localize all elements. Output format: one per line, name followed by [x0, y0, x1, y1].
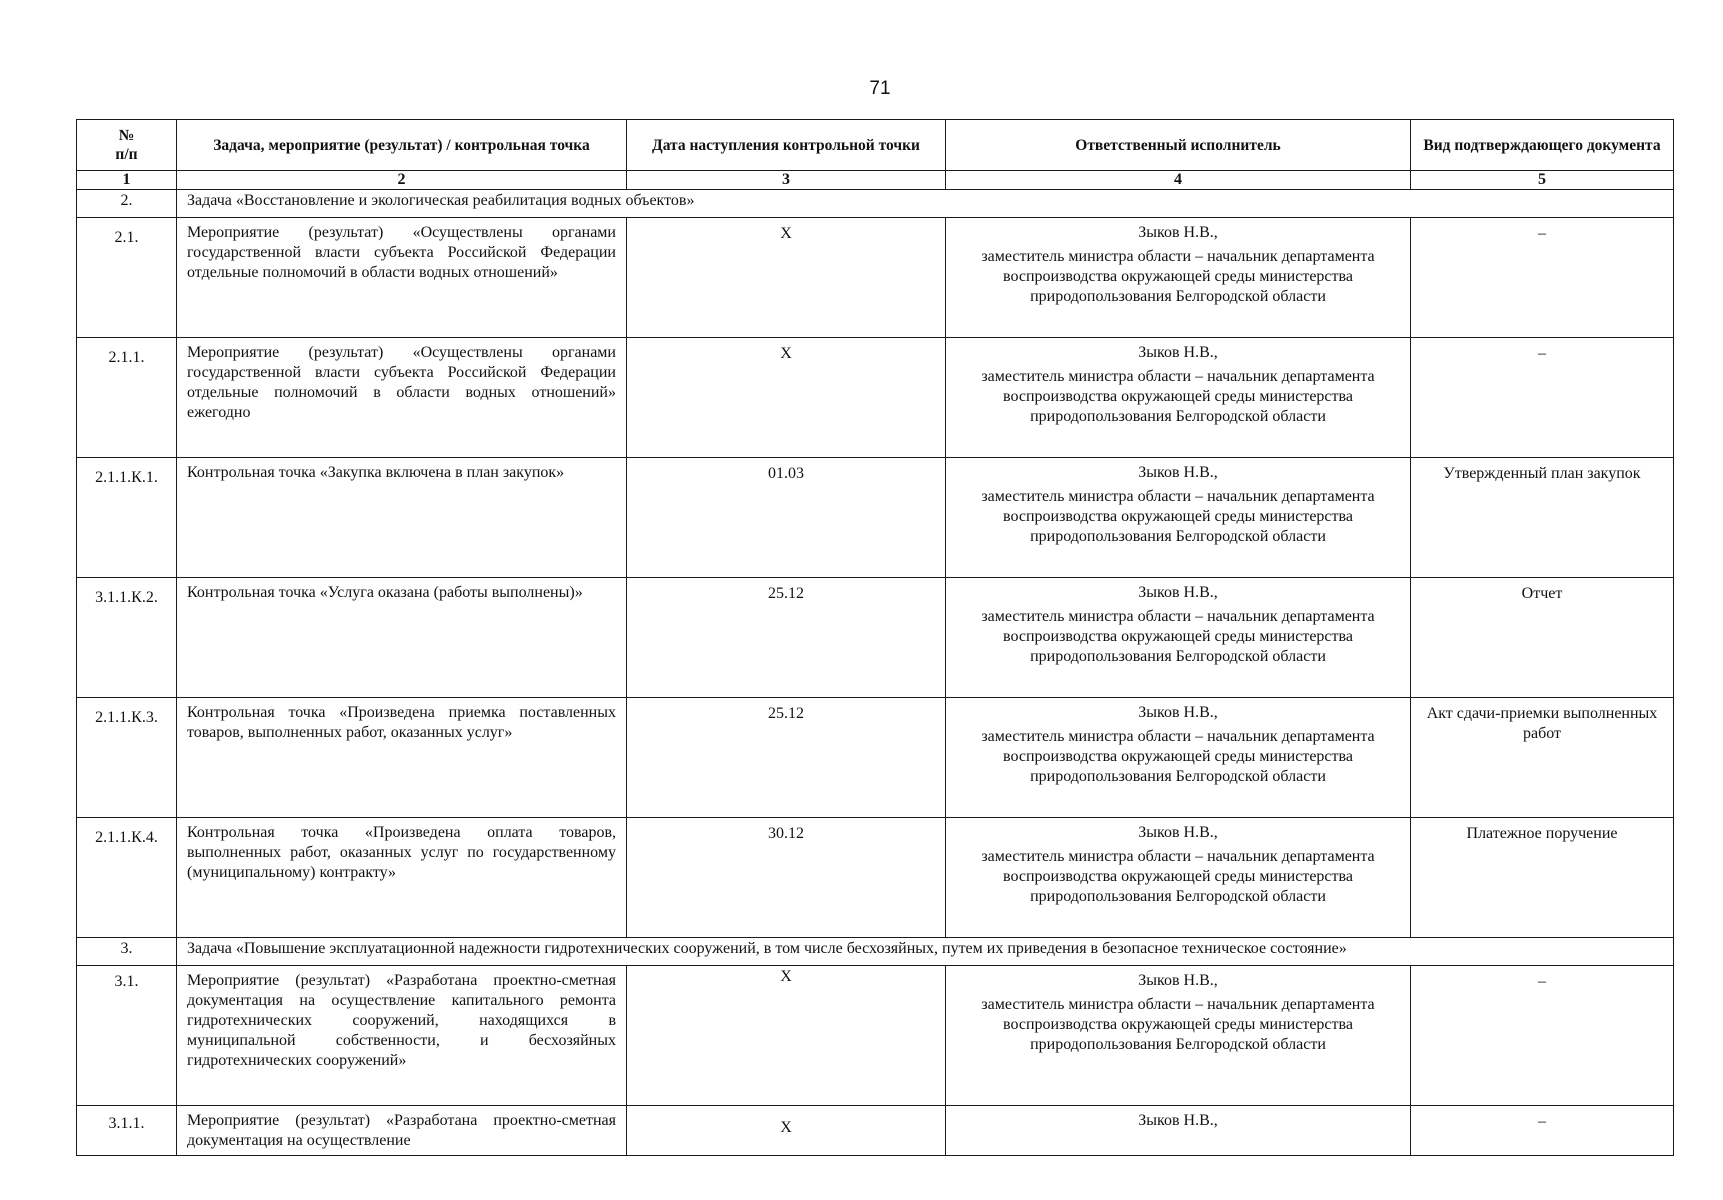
row-date: Х [627, 1106, 946, 1156]
responsible-name: Зыков Н.В., [1138, 464, 1218, 481]
row-number: 2.1. [77, 218, 177, 338]
responsible-position: заместитель министра области – начальник департамента воспроизводства окружающей среды министерства природопользования Белгородской области [981, 728, 1375, 785]
row-description: Контрольная точка «Закупка включена в план закупок» [177, 458, 627, 578]
header-responsible: Ответственный исполнитель [946, 120, 1411, 171]
page-number: 71 [869, 78, 891, 99]
row-responsible [946, 218, 1411, 338]
table-row [77, 578, 1674, 698]
row-document: Акт сдачи-приемки выполненных работ [1411, 698, 1674, 818]
table-row [77, 966, 1674, 1106]
responsible-name: Зыков Н.В., [1138, 584, 1218, 601]
row-number: 3.1. [77, 966, 177, 1106]
row-responsible [946, 698, 1411, 818]
row-number: 3.1.1. [77, 1106, 177, 1156]
row-date: Х [627, 218, 946, 338]
row-description: Мероприятие (результат) «Осуществлены органами государственной власти субъекта Российской Федерации отдельные полномочий в области водных отношений» [177, 218, 627, 338]
row-number: 2. [77, 190, 177, 218]
table-row [77, 818, 1674, 938]
row-number: 3. [77, 938, 177, 966]
responsible-name: Зыков Н.В., [1138, 704, 1218, 721]
row-number: 2.1.1.К.3. [77, 698, 177, 818]
header-date: Дата наступления контрольной точки [627, 120, 946, 171]
row-number: 2.1.1.К.1. [77, 458, 177, 578]
responsible-position: заместитель министра области – начальник департамента воспроизводства окружающей среды министерства природопользования Белгородской области [981, 608, 1375, 665]
task-title: Задача «Восстановление и экологическая реабилитация водных объектов» [177, 190, 1674, 218]
row-document: – [1411, 966, 1674, 1106]
column-index-row [77, 171, 1674, 190]
row-document: Платежное поручение [1411, 818, 1674, 938]
responsible-position: заместитель министра области – начальник департамента воспроизводства окружающей среды министерства природопользования Белгородской области [981, 996, 1375, 1053]
table-row [77, 698, 1674, 818]
header-num: № п/п [77, 120, 177, 171]
responsible-position: заместитель министра области – начальник департамента воспроизводства окружающей среды министерства природопользования Белгородской области [981, 248, 1375, 305]
column-index: 2 [177, 171, 627, 190]
row-date: 01.03 [627, 458, 946, 578]
row-document: – [1411, 1106, 1674, 1156]
row-number: 2.1.1.К.4. [77, 818, 177, 938]
control-points-table [76, 119, 1674, 1156]
header-task: Задача, мероприятие (результат) / контрольная точка [177, 120, 627, 171]
row-date: Х [627, 966, 946, 1106]
row-date: 25.12 [627, 578, 946, 698]
column-index: 3 [627, 171, 946, 190]
row-responsible [946, 966, 1411, 1106]
row-document: Утвержденный план закупок [1411, 458, 1674, 578]
row-document: – [1411, 218, 1674, 338]
table-row [77, 458, 1674, 578]
row-date: 30.12 [627, 818, 946, 938]
row-description: Контрольная точка «Услуга оказана (работы выполнены)» [177, 578, 627, 698]
column-index: 5 [1411, 171, 1674, 190]
row-document: – [1411, 338, 1674, 458]
responsible-name: Зыков Н.В., [1138, 824, 1218, 841]
responsible-name: Зыков Н.В., [1138, 344, 1218, 361]
column-index: 4 [946, 171, 1411, 190]
row-number: 3.1.1.К.2. [77, 578, 177, 698]
responsible-name: Зыков Н.В., [1138, 1112, 1218, 1129]
table-header-row [77, 120, 1674, 171]
row-number: 2.1.1. [77, 338, 177, 458]
row-responsible [946, 338, 1411, 458]
responsible-position: заместитель министра области – начальник департамента воспроизводства окружающей среды министерства природопользования Белгородской области [981, 488, 1375, 545]
row-description: Мероприятие (результат) «Разработана проектно-сметная документация на осуществление капитального ремонта гидротехнических сооружений, находящихся в муниципальной собственности, и бесхозяйных гидротехнических сооружений» [177, 966, 627, 1106]
row-document: Отчет [1411, 578, 1674, 698]
table-row [77, 1106, 1674, 1156]
responsible-name: Зыков Н.В., [1138, 224, 1218, 241]
responsible-position: заместитель министра области – начальник департамента воспроизводства окружающей среды министерства природопользования Белгородской области [981, 848, 1375, 905]
header-document: Вид подтверждающего документа [1411, 120, 1674, 171]
task-title: Задача «Повышение эксплуатационной надежности гидротехнических сооружений, в том числе бесхозяйных, путем их приведения в безопасное техническое состояние» [177, 938, 1674, 966]
row-date: 25.12 [627, 698, 946, 818]
task-row [77, 190, 1674, 218]
row-description: Контрольная точка «Произведена приемка поставленных товаров, выполненных работ, оказанных услуг» [177, 698, 627, 818]
responsible-name: Зыков Н.В., [1138, 972, 1218, 989]
row-description: Мероприятие (результат) «Осуществлены органами государственной власти субъекта Российской Федерации отдельные полномочий в области водных отношений» ежегодно [177, 338, 627, 458]
column-index: 1 [77, 171, 177, 190]
row-responsible [946, 818, 1411, 938]
row-date: Х [627, 338, 946, 458]
row-description-text: Мероприятие (результат) «Разработана проектно-сметная документация на осуществление [187, 1112, 616, 1149]
row-responsible [946, 578, 1411, 698]
table-row [77, 338, 1674, 458]
row-description [177, 1106, 627, 1156]
row-responsible [946, 1106, 1411, 1156]
row-responsible [946, 458, 1411, 578]
task-row [77, 938, 1674, 966]
row-description: Контрольная точка «Произведена оплата товаров, выполненных работ, оказанных услуг по государственному (муниципальному) контракту» [177, 818, 627, 938]
responsible-position: заместитель министра области – начальник департамента воспроизводства окружающей среды министерства природопользования Белгородской области [981, 368, 1375, 425]
table-row [77, 218, 1674, 338]
